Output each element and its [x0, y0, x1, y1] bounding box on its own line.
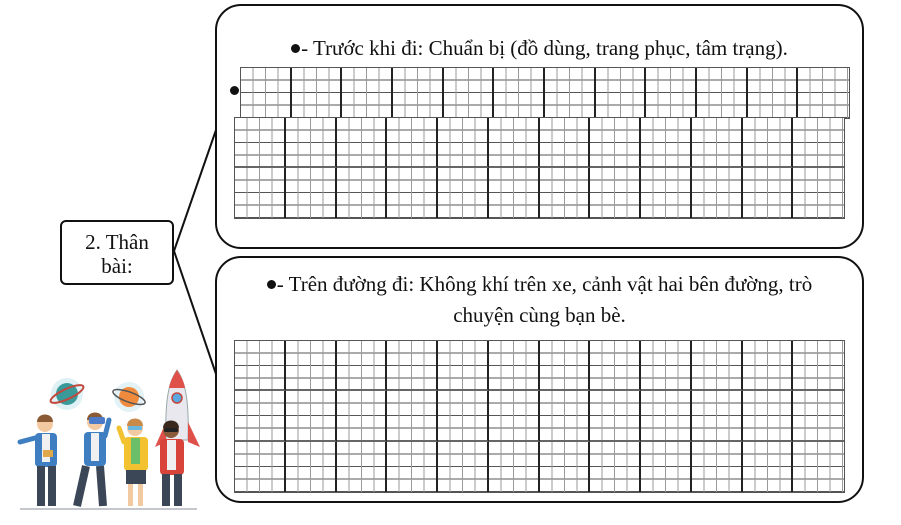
panel-on-the-way-heading — [217, 269, 862, 300]
students-space-illustration — [5, 362, 210, 517]
bullet-icon — [291, 44, 300, 53]
grid-cell[interactable] — [387, 391, 438, 441]
student-1-icon — [20, 415, 57, 507]
grid-cell[interactable] — [286, 118, 337, 168]
grid-cell[interactable] — [641, 341, 692, 391]
grid-cell[interactable] — [743, 442, 794, 492]
grid-cell[interactable] — [387, 442, 438, 492]
grid-cell[interactable] — [540, 391, 591, 441]
grid-cell[interactable] — [444, 68, 495, 118]
grid-cell[interactable] — [438, 168, 489, 218]
grid-cell[interactable] — [590, 391, 641, 441]
grid-cell[interactable] — [235, 442, 286, 492]
grid-cell[interactable] — [641, 391, 692, 441]
grid-cell[interactable] — [337, 341, 388, 391]
grid-cell[interactable] — [743, 341, 794, 391]
grid-cell[interactable] — [286, 168, 337, 218]
grid-cell[interactable] — [489, 442, 540, 492]
grid-cell[interactable] — [590, 118, 641, 168]
grid-cell[interactable] — [692, 118, 743, 168]
grid-cell[interactable] — [596, 68, 647, 118]
grid-cell[interactable] — [494, 68, 545, 118]
grid-cell[interactable] — [489, 391, 540, 441]
grid-cell[interactable] — [337, 391, 388, 441]
grid-cell[interactable] — [387, 168, 438, 218]
grid-cell[interactable] — [590, 168, 641, 218]
grid-cell[interactable] — [545, 68, 596, 118]
grid-cell[interactable] — [292, 68, 343, 118]
section-label-line2: bài: — [101, 254, 133, 278]
grid-cell[interactable] — [387, 341, 438, 391]
panel-on-the-way-text-line2: chuyện cùng bạn bè. — [453, 303, 626, 327]
grid-cell[interactable] — [489, 118, 540, 168]
grid-cell[interactable] — [540, 118, 591, 168]
grid-cell[interactable] — [489, 168, 540, 218]
grid-cell[interactable] — [646, 68, 697, 118]
grid-cell[interactable] — [286, 341, 337, 391]
planet-orange-icon — [111, 382, 146, 412]
panel-before-leaving-heading — [217, 33, 862, 64]
grid-cell[interactable] — [692, 442, 743, 492]
student-yellow-icon — [119, 419, 148, 507]
grid-cell[interactable] — [540, 442, 591, 492]
grid-cell[interactable] — [337, 118, 388, 168]
grid-cell[interactable] — [540, 168, 591, 218]
grid-cell[interactable] — [438, 391, 489, 441]
grid-cell[interactable] — [641, 118, 692, 168]
grid-cell[interactable] — [793, 118, 844, 168]
bullet-icon — [267, 280, 276, 289]
grid-cell[interactable] — [692, 391, 743, 441]
grid-cell[interactable] — [748, 68, 799, 118]
writing-grid-on-the-way[interactable] — [234, 340, 845, 493]
grid-cell[interactable] — [235, 341, 286, 391]
grid-cell[interactable] — [793, 391, 844, 441]
section-label-box — [60, 220, 174, 285]
grid-cell[interactable] — [590, 442, 641, 492]
grid-cell[interactable] — [743, 118, 794, 168]
grid-cell[interactable] — [235, 391, 286, 441]
grid-cell[interactable] — [387, 118, 438, 168]
grid-cell[interactable] — [337, 442, 388, 492]
grid-cell[interactable] — [697, 68, 748, 118]
grid-cell[interactable] — [641, 442, 692, 492]
grid-cell[interactable] — [743, 391, 794, 441]
grid-cell[interactable] — [438, 341, 489, 391]
grid-cell[interactable] — [793, 168, 844, 218]
grid-cell[interactable] — [286, 442, 337, 492]
grid-cell[interactable] — [692, 168, 743, 218]
planet-teal-icon — [49, 378, 86, 410]
writing-grid-offset-row[interactable] — [240, 67, 850, 119]
writing-grid-before-leaving[interactable] — [234, 117, 845, 219]
grid-cell[interactable] — [342, 68, 393, 118]
grid-cell[interactable] — [241, 68, 292, 118]
grid-cell[interactable] — [393, 68, 444, 118]
grid-cell[interactable] — [641, 168, 692, 218]
grid-cell[interactable] — [438, 442, 489, 492]
grid-cell[interactable] — [337, 168, 388, 218]
bullet-icon — [230, 86, 239, 95]
grid-cell[interactable] — [540, 341, 591, 391]
grid-cell[interactable] — [489, 341, 540, 391]
panel-on-the-way-text-line1: - Trên đường đi: Không khí trên xe, cảnh vật hai bên đường, trò — [276, 272, 813, 296]
grid-cell[interactable] — [692, 341, 743, 391]
rocket-icon — [155, 370, 200, 447]
grid-cell[interactable] — [743, 168, 794, 218]
grid-cell[interactable] — [235, 118, 286, 168]
grid-cell[interactable] — [286, 391, 337, 441]
grid-cell[interactable] — [793, 442, 844, 492]
student-vr-icon — [77, 413, 109, 507]
grid-cell[interactable] — [438, 118, 489, 168]
grid-cell[interactable] — [235, 168, 286, 218]
grid-cell[interactable] — [798, 68, 849, 118]
grid-cell[interactable] — [590, 341, 641, 391]
section-label-line1: 2. Thân — [85, 230, 149, 254]
grid-cell[interactable] — [793, 341, 844, 391]
panel-before-leaving-text: - Trước khi đi: Chuẩn bị (đồ dùng, trang phục, tâm trạng). — [301, 36, 788, 60]
